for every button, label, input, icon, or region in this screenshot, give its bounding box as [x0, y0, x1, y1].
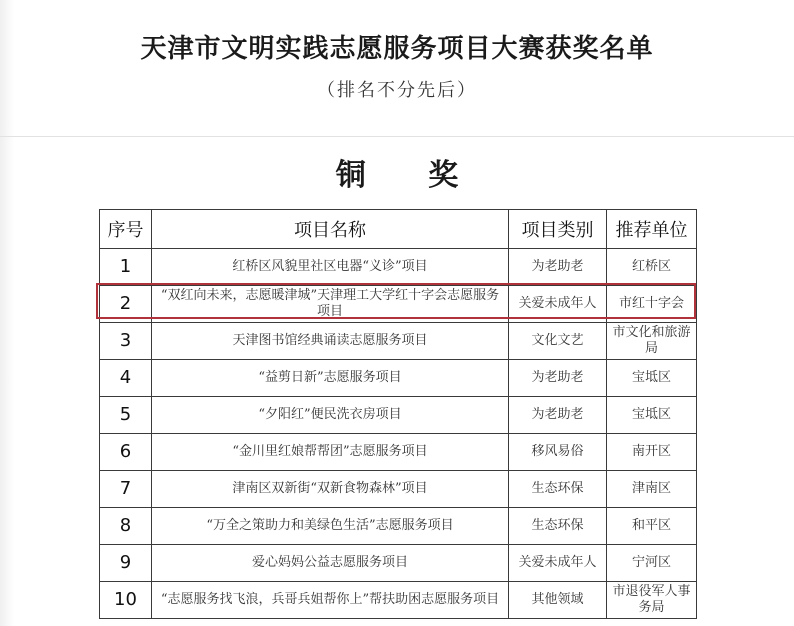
award-table [99, 209, 697, 619]
table-row [100, 249, 697, 286]
row-unit: 宝坻区 [607, 397, 697, 434]
row-category: 生态环保 [509, 471, 607, 508]
table-row [100, 471, 697, 508]
table-row [100, 360, 697, 397]
row-category: 文化文艺 [509, 323, 607, 360]
row-number: 6 [100, 434, 152, 471]
row-category: 生态环保 [509, 508, 607, 545]
row-category: 为老助老 [509, 249, 607, 286]
row-number: 1 [100, 249, 152, 286]
row-unit: 市红十字会 [607, 286, 697, 323]
header-project-name: 项目名称 [152, 210, 509, 249]
row-number: 4 [100, 360, 152, 397]
document-subtitle: （排名不分先后） [317, 80, 477, 101]
row-number: 5 [100, 397, 152, 434]
row-category: 为老助老 [509, 360, 607, 397]
row-unit: 市退役军人事务局 [607, 582, 697, 619]
row-project-name: “万全之策助力和美绿色生活”志愿服务项目 [152, 508, 509, 545]
row-unit: 宝坻区 [607, 360, 697, 397]
row-category: 移风易俗 [509, 434, 607, 471]
row-number: 7 [100, 471, 152, 508]
table-header-row [100, 210, 697, 249]
row-category: 为老助老 [509, 397, 607, 434]
row-unit: 和平区 [607, 508, 697, 545]
header-number: 序号 [100, 210, 152, 249]
row-category: 关爱未成年人 [509, 545, 607, 582]
row-number: 2 [100, 286, 152, 323]
row-unit: 市文化和旅游局 [607, 323, 697, 360]
document-title: 天津市文明实践志愿服务项目大赛获奖名单 [140, 34, 654, 64]
row-project-name: “益剪日新”志愿服务项目 [152, 360, 509, 397]
row-project-name: “金川里红娘帮帮团”志愿服务项目 [152, 434, 509, 471]
row-number: 9 [100, 545, 152, 582]
row-project-name: 红桥区风貌里社区电器“义诊”项目 [152, 249, 509, 286]
divider [0, 136, 794, 137]
table-row [100, 397, 697, 434]
row-unit: 宁河区 [607, 545, 697, 582]
header-category: 项目类别 [509, 210, 607, 249]
row-number: 8 [100, 508, 152, 545]
table-row [100, 508, 697, 545]
row-project-name: “夕阳红”便民洗衣房项目 [152, 397, 509, 434]
award-level-heading: 铜 奖 [335, 158, 485, 193]
table-row [100, 434, 697, 471]
row-project-name: 津南区双新街“双新食物森林”项目 [152, 471, 509, 508]
row-number: 3 [100, 323, 152, 360]
row-unit: 红桥区 [607, 249, 697, 286]
row-unit: 南开区 [607, 434, 697, 471]
row-project-name: “双红向未来，志愿暖津城”天津理工大学红十字会志愿服务项目 [152, 286, 509, 323]
row-project-name: “志愿服务找飞浪，兵哥兵姐帮你上”帮扶助困志愿服务项目 [152, 582, 509, 619]
header-recommending-unit: 推荐单位 [607, 210, 697, 249]
row-category: 其他领域 [509, 582, 607, 619]
table-row [100, 582, 697, 619]
row-unit: 津南区 [607, 471, 697, 508]
row-project-name: 天津图书馆经典诵读志愿服务项目 [152, 323, 509, 360]
row-project-name: 爱心妈妈公益志愿服务项目 [152, 545, 509, 582]
row-category: 关爱未成年人 [509, 286, 607, 323]
table-row [100, 323, 697, 360]
row-number: 10 [100, 582, 152, 619]
table-row [100, 545, 697, 582]
table-row-highlighted [100, 286, 697, 323]
